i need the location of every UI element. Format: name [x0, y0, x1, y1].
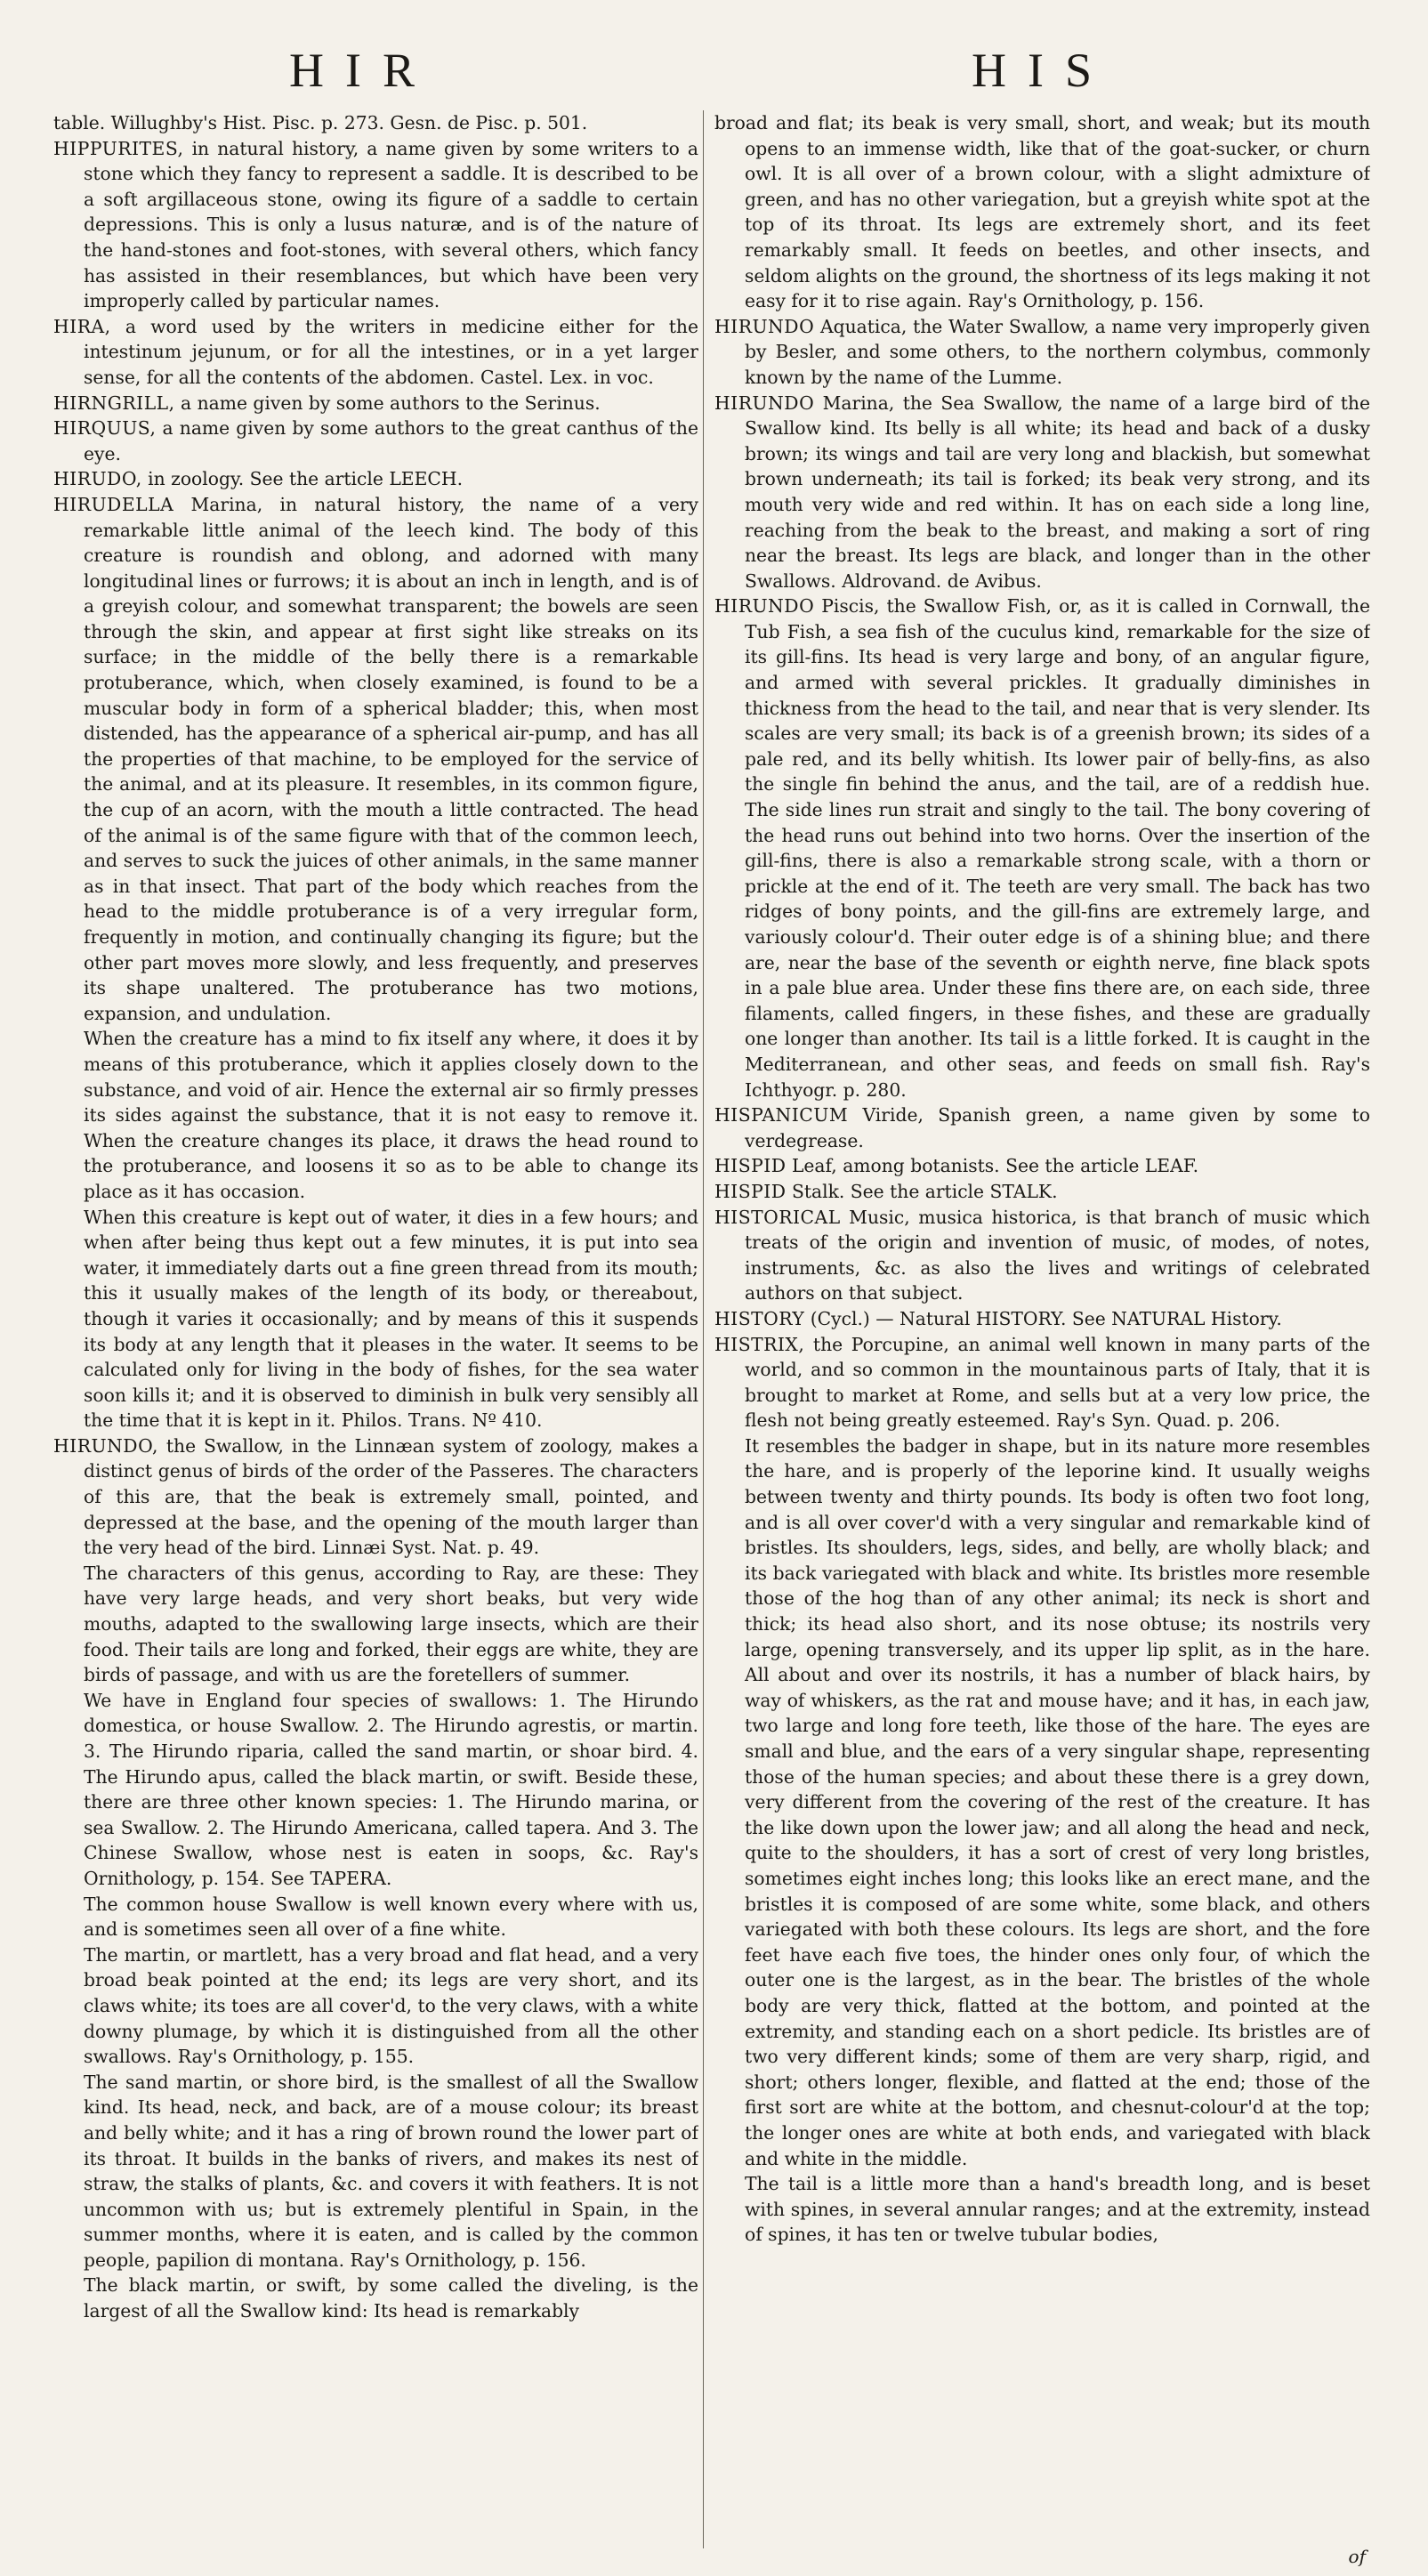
entry-headword: HIRUNDO: [714, 315, 815, 337]
entry-paragraph: [53, 1561, 698, 1688]
entry-paragraph: [53, 1688, 698, 1892]
left-column: [53, 110, 698, 2562]
entry-headword: HIPPURITES,: [53, 137, 184, 159]
entry-text: Marina, the Sea Swallow, the name of a large bird of the Swallow kind. Its belly is all white; its head and back of a dusky brown; its wings and tail are very long and blackish, but somewhat brown underneath; its tail is forked; its beak very strong, and its mouth very wide and red within. It has on each side a long line, reaching from the beak to the breast, and making a sort of ring near the breast. Its legs are black, and longer than in the other Swallows. Aldrovand. de Avibus.: [745, 392, 1370, 592]
entry-text: broad and flat; its beak is very small, short, and weak; but its mouth opens to an immense width, like that of the goat-sucker, or churn owl. It is all over of a brown colour, with a slight admixture of green, and has no other variegation, but a greyish white spot at the top of its throat. Its legs are extremely short, and its feet remarkably small. It feeds on beetles, and other insects, and seldom alights on the ground, the shortness of its legs making it not easy for it to rise again. Ray's Ornithology, p. 156.: [714, 112, 1370, 312]
entry-text: When this creature is kept out of water, it dies in a few hours; and when after being thus kept out a few minutes, it is put into sea water, it immediately darts out a fine green thread from its mouth; this it usually makes of the length of its body, or thereabout, though it varies it occasionally; and by means of this it suspends its body at any length that it pleases in the water. It seems to be calculated only for living in the body of fishes, for the sea water soon kills it; and it is observed to diminish in bulk very sensibly all the time that it is kept in it. Philos. Trans. Nº 410.: [84, 1206, 698, 1432]
entry-text: the Porcupine, an animal well known in many parts of the world, and so common in the mountainous parts of Italy, that it is brought to market at Rome, and sells but at a very low price, the flesh not being greatly esteemed. Ray's Syn. Quad. p. 206.: [745, 1333, 1370, 1432]
entry-headword: HIRQUUS,: [53, 417, 157, 440]
dictionary-entry: [714, 314, 1370, 391]
entry-text: Piscis, the Swallow Fish, or, as it is called in Cornwall, the Tub Fish, a sea fish of the cuculus kind, remarkable for the size of its gill-fins. Its head is very large and bony, of an angular figure, and armed with several prickles. It gradually diminishes in thickness from the head to the tail, and near that is very slender. Its scales are very small; its back is of a greenish brown; its sides of a pale red, and its belly whitish. Its lower pair of belly-fins, as also the single fin behind the anus, and the tail, are of a reddish hue. The side lines run strait and singly to the tail. The bony covering of the head runs out behind into two horns. Over the insertion of the gill-fins, there is also a remarkable strong scale, with a thorn or prickle at the end of it. The teeth are very small. The back has two ridges of bony points, and the gill-fins are extremely large, and variously colour'd. Their outer edge is of a shining blue; and there are, near the base of the seventh or eighth nerve, fine black spots in a pale blue area. Under these fins there are, on each side, three filaments, called fingers, in these fishes, and these are gradually one longer than another. Its tail is a little forked. It is caught in the Mediterranean, and other seas, and feeds on small fish. Ray's Ichthyogr. p. 280.: [745, 595, 1370, 1101]
entry-headword: HISTRIX,: [714, 1333, 805, 1355]
dictionary-entry: [53, 492, 698, 1026]
entry-text: a word used by the writers in medicine either for the intestinum jejunum, or for all the intestines, or in a yet larger sense, for all the contents of the abdomen. Castel. Lex. in voc.: [84, 315, 698, 388]
dictionary-entry: [53, 136, 698, 314]
entry-text: It resembles the badger in shape, but in its nature more resembles the hare, and is properly of the leporine kind. It usually weighs between twenty and thirty pounds. Its body is often two foot long, and is all over cover'd with a very singular and remarkable kind of bristles. Its shoulders, legs, sides, and belly, are wholly black; and its back variegated with black and white. Its bristles more resemble those of the hog than of any other animal; its neck is short and thick; its head also short, and its nose obtuse; its nostrils very large, opening transversely, and its upper lip split, as in the hare. All about and over its nostrils, it has a number of black hairs, by way of whiskers, as the rat and mouse have; and it has, in each jaw, two large and long fore teeth, like those of the hare. The eyes are small and blue, and the ears of a very singular shape, representing those of the human species; and about these there is a grey down, very different from the covering of the rest of the creature. It has the like down upon the lower jaw; and all along the head and neck, quite to the shoulders, it has a sort of crest of very long bristles, sometimes eight inches long; this looks like an erect mane, and the bristles it is composed of are some white, some black, and others variegated with both these colours. Its legs are short, and the fore feet have each five toes, the hinder ones only four, of which the outer one is the largest, as in the bear. The bristles of the whole body are very thick, flatted at the bottom, and pointed at the extremity, and standing each on a short pedicle. Its bristles are of two very different kinds; some of them are very sharp, rigid, and short; others longer, flexible, and flatted at the end; those of the first sort are white at the bottom, and chesnut-colour'd at the top; the longer ones are white at both ends, and variegated with black and white in the middle.: [745, 1434, 1370, 2169]
entry-text: Marina, in natural history, the name of a very remarkable little animal of the leech kind. The body of this creature is roundish and oblong, and adorned with many longitudinal lines or furrows; it is about an inch in length, and is of a greyish colour, and somewhat transparent; the bowels are seen through the skin, and appear at first sight like streaks on its surface; in the middle of the belly there is a remarkable protuberance, which, when closely examined, is found to be a muscular body in form of a spherical bladder; this, when most distended, has the appearance of a spherical air-pump, and has all the properties of that machine, to be employed for the service of the animal, and at its pleasure. It resembles, in its common figure, the cup of an acorn, with the mouth a little contracted. The head of the animal is of the same figure with that of the common leech, and serves to suck the juices of other animals, in the same manner as in that insect. That part of the body which reaches from the head to the middle protuberance is of a very irregular form, frequently in motion, and continually changing its figure; but the other part moves more slowly, and less frequently, and preserves its shape unaltered. The protuberance has two motions, expansion, and undulation.: [84, 493, 698, 1024]
entry-headword: HIRUNDO: [714, 392, 815, 414]
dictionary-entry: [714, 391, 1370, 594]
entry-text: Stalk. See the article STALK.: [786, 1180, 1058, 1202]
entry-paragraph: [53, 110, 698, 136]
dictionary-entry: [53, 416, 698, 466]
entry-text: (Cycl.) — Natural HISTORY. See NATURAL History.: [804, 1307, 1282, 1329]
entry-text: Music, musica historica, is that branch of music which treats of the origin and invention of music, of modes, of notes, instruments, &c. as also the lives and writings of celebrated authors on that subject.: [745, 1206, 1370, 1304]
entry-paragraph: [53, 1026, 698, 1204]
entry-headword: HISTORY: [714, 1307, 805, 1329]
entry-text: When the creature has a mind to fix itself any where, it does it by means of this protuberance, which it applies closely down to the substance, and void of air. Hence the external air so firmly presses its sides against the substance, that it is not easy to remove it. When the creature changes its place, it draws the head round to the protuberance, and loosens it so as to be able to change its place as it has occasion.: [84, 1028, 698, 1202]
dictionary-entry: [714, 1306, 1370, 1332]
entry-headword: HIRNGRILL,: [53, 392, 175, 414]
entry-headword: HISPID: [714, 1155, 787, 1177]
header-right: HIS: [972, 44, 1114, 97]
column-divider: [703, 110, 704, 2548]
entry-paragraph: [714, 110, 1370, 314]
entry-text: The characters of this genus, according to Ray, are these: They have very large heads, and very short beaks, but very wide mouths, adapted to the swallowing large insects, which are their food. Their tails are long and forked, their eggs are white, they are birds of passage, and with us are the foretellers of summer.: [84, 1562, 698, 1686]
entry-headword: HIRUNDO: [714, 595, 815, 618]
header-left: HIR: [289, 44, 436, 97]
entry-text: The sand martin, or shore bird, is the smallest of all the Swallow kind. Its head, neck, and back, are of a mouse colour; its breast and belly white; and it has a ring of brown round the lower part of its throat. It builds in the banks of rivers, and makes its nest of straw, the stalks of plants, &c. and covers it with feathers. It is not uncommon with us; but is extremely plentiful in Spain, in the summer months, where it is eaten, and is called by the common people, papilion di montana. Ray's Ornithology, p. 156.: [84, 2071, 698, 2271]
entry-headword: HIRUNDO,: [53, 1434, 158, 1457]
entry-text: Viride, Spanish green, a name given by some to verdegrease.: [745, 1104, 1370, 1151]
entry-text: Leaf, among botanists. See the article LEAF.: [786, 1155, 1199, 1177]
entry-text: Aquatica, the Water Swallow, a name very improperly given by Besler, and some others, to the northern colymbus, commonly known by the name of the Lumme.: [745, 315, 1370, 388]
entry-text: The black martin, or swift, by some called the diveling, is the largest of all the Swallow kind: Its head is remarkably: [84, 2274, 698, 2322]
entry-text: We have in England four species of swallows: 1. The Hirundo domestica, or house Swallow. 2. The Hirundo agrestis, or martin. 3. The Hirundo riparia, called the sand martin, or shoar bird. 4. The Hirundo apus, called the black martin, or swift. Beside these, there are three other known species: 1. The Hirundo marina, or sea Swallow. 2. The Hirundo Americana, called tapera. And 3. The Chinese Swallow, whose nest is eaten in soops, &c. Ray's Ornithology, p. 154. See TAPERA.: [84, 1689, 698, 1889]
entry-text: a name given by some authors to the Serinus.: [174, 392, 601, 414]
running-header: [0, 43, 1428, 105]
dictionary-entry: [53, 391, 698, 416]
entry-text: The tail is a little more than a hand's breadth long, and is beset with spines, in several annular ranges; and at the extremity, instead of spines, it has ten or twelve tubular bodies,: [745, 2173, 1370, 2246]
dictionary-entry: [53, 314, 698, 391]
entry-paragraph: [714, 1433, 1370, 2171]
entry-paragraph: [53, 2070, 698, 2273]
entry-paragraph: [53, 1892, 698, 1942]
entry-text: The common house Swallow is well known every where with us, and is sometimes seen all over of a fine white.: [84, 1893, 698, 1941]
entry-paragraph: [53, 1205, 698, 1433]
entry-headword: HISPID: [714, 1180, 787, 1202]
entry-headword: HIRA,: [53, 315, 111, 337]
entry-text: the Swallow, in the Linnæan system of zoology, makes a distinct genus of birds of the order of the Passeres. The characters of this are, that the beak is extremely small, pointed, and depressed at the base, and the opening of the mouth larger than the very head of the bird. Linnæi Syst. Nat. p. 49.: [84, 1434, 698, 1559]
entry-headword: HISTORICAL: [714, 1206, 841, 1228]
dictionary-entry: [53, 466, 698, 492]
entry-text: in zoology. See the article LEECH.: [141, 468, 464, 490]
entry-headword: HISPANICUM: [714, 1104, 849, 1126]
entry-text: a name given by some authors to the great canthus of the eye.: [84, 417, 698, 464]
dictionary-entry: [714, 1179, 1370, 1205]
entry-paragraph: [714, 2171, 1370, 2248]
entry-headword: HIRUDO,: [53, 468, 142, 490]
dictionary-entry: [53, 1433, 698, 1561]
entry-paragraph: [53, 2273, 698, 2323]
catchword: of: [1348, 2546, 1366, 2567]
dictionary-entry: [714, 1102, 1370, 1153]
dictionary-entry: [714, 1153, 1370, 1179]
entry-text: in natural history, a name given by some writers to a stone which they fancy to represent a saddle. It is described to be a soft argillaceous stone, owing its figure of a saddle to certain depressions. This is only a lusus naturæ, and is of the nature of the hand-stones and foot-stones, with several others, which fancy has assisted in their resemblances, but which have been very improperly called by particular names.: [84, 137, 698, 312]
dictionary-entry: [714, 1205, 1370, 1306]
dictionary-entry: [714, 594, 1370, 1102]
entry-text: table. Willughby's Hist. Pisc. p. 273. Gesn. de Pisc. p. 501.: [53, 112, 588, 133]
entry-paragraph: [53, 1942, 698, 2070]
dictionary-entry: [714, 1332, 1370, 1433]
right-column: [714, 110, 1370, 2562]
entry-text: The martin, or martlett, has a very broad and flat head, and a very broad beak pointed at the end; its legs are very short, and its claws white; its toes are all cover'd, to the very claws, with a white downy plumage, by which it is distinguished from all the other swallows. Ray's Ornithology, p. 155.: [84, 1943, 698, 2068]
entry-headword: HIRUDELLA: [53, 493, 174, 515]
